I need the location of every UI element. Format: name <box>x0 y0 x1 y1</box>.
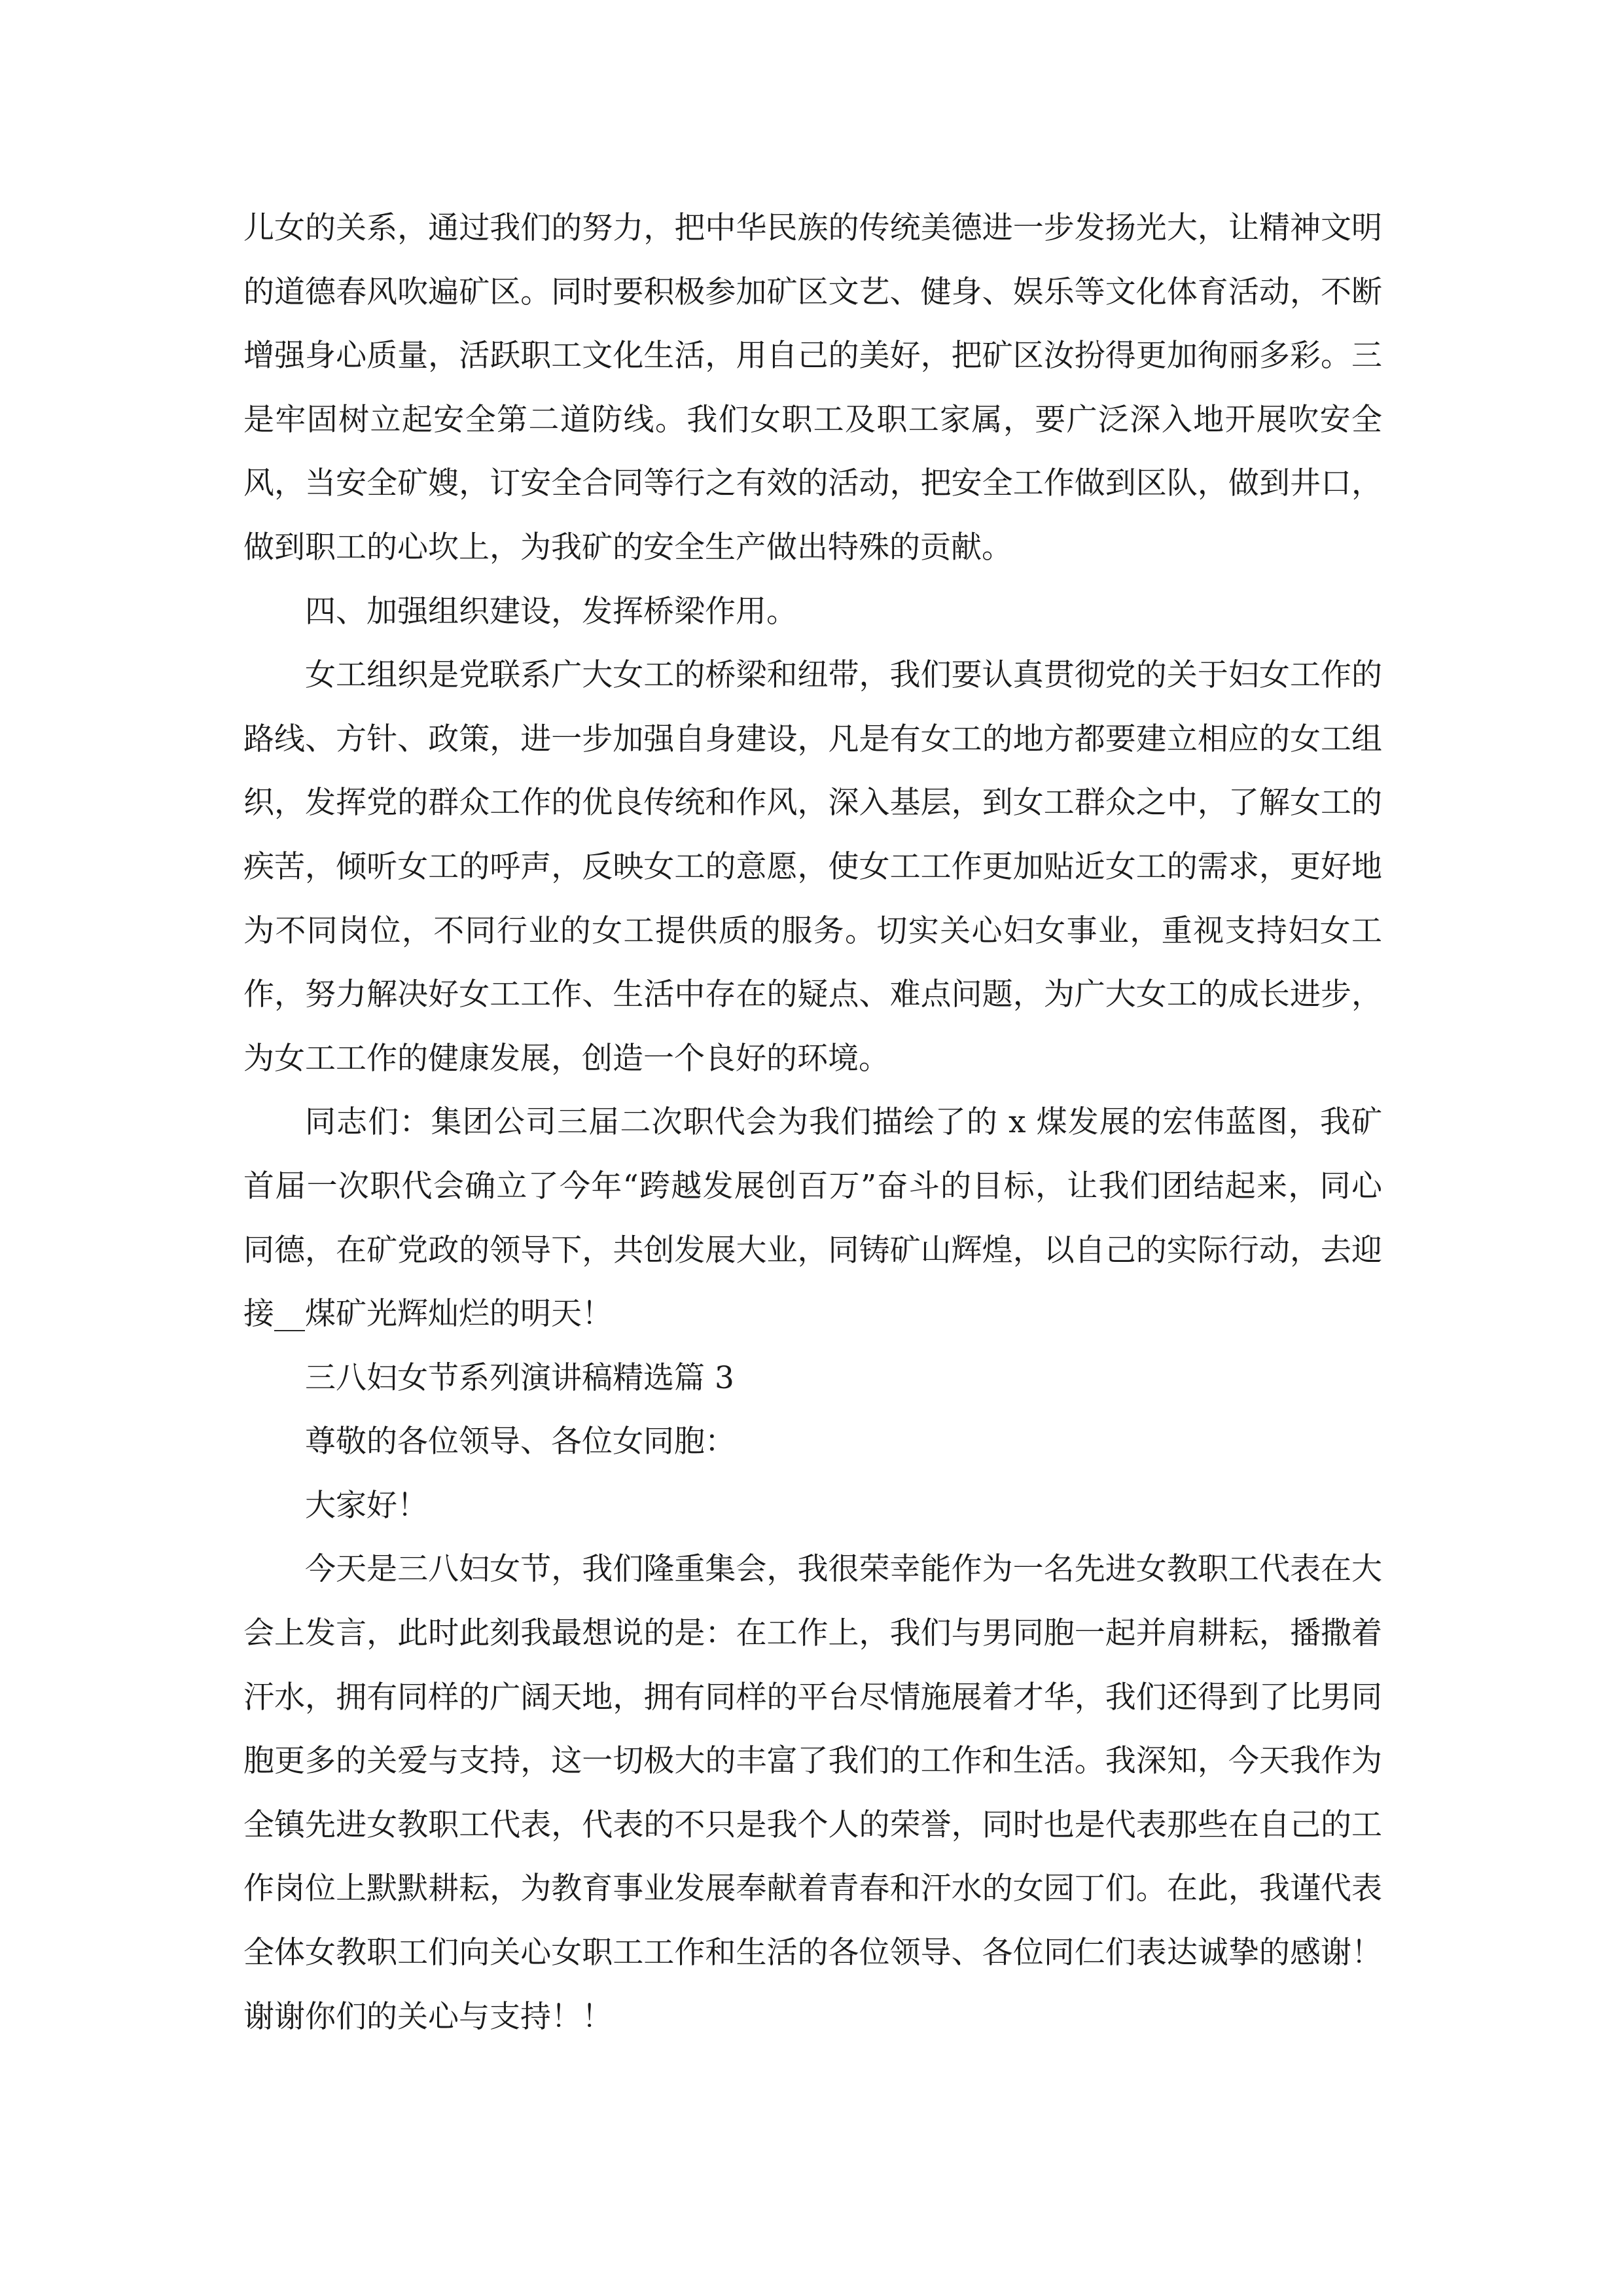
paragraph: 女工组织是党联系广大女工的桥梁和纽带，我们要认真贯彻党的关于妇女工作的路线、方针、政策，进一步加强自身建设，凡是有女工的地方都要建立相应的女工组织，发挥党的群众工作的优良传统和作风，深入基层，到女工群众之中，了解女工的疾苦，倾听女工的呼声，反映女工的意愿，使女工工作更加贴近女工的需求，更好地为不同岗位，不同行业的女工提供质的服务。切实关心妇女事业，重视支持妇女工作，努力解决好女工工作、生活中存在的疑点、难点问题，为广大女工的成长进步，为女工工作的健康发展，创造一个良好的环境。 <box>243 657 1382 1077</box>
section-heading: 四、加强组织建设，发挥桥梁作用。 <box>305 593 797 630</box>
salutation: 尊敬的各位领导、各位女同胞： <box>305 1424 736 1460</box>
paragraph-continuation: 儿女的关系，通过我们的努力，把中华民族的传统美德进一步发扬光大，让精神文明的道德春风吹遍矿区。同时要积极参加矿区文艺、健身、娱乐等文化体育活动，不断增强身心质量，活跃职工文化生活，用自己的美好，把矿区汝扮得更加徇丽多彩。三是牢固树立起安全第二道防线。我们女职工及职工家属，要广泛深入地开展吹安全风，当安全矿嫂，订安全合同等行之有效的活动，把安全工作做到区队，做到井口，做到职工的心坎上，为我矿的安全生产做出特殊的贡献。 <box>243 210 1382 565</box>
speech-title: 三八妇女节系列演讲稿精选篇 3 <box>305 1359 734 1396</box>
paragraph: 今天是三八妇女节，我们隆重集会，我很荣幸能作为一名先进女教职工代表在大会上发言，此时此刻我最想说的是：在工作上，我们与男同胞一起并肩耕耘，播撒着汗水，拥有同样的广阔天地，拥有同样的平台尽情施展着才华，我们还得到了比男同胞更多的关爱与支持，这一切极大的丰富了我们的工作和生活。我深知，今天我作为全镇先进女教职工代表，代表的不只是我个人的荣誉，同时也是代表那些在自己的工作岗位上默默耕耘，为教育事业发展奉献着青春和汗水的女园丁们。在此，我谨代表全体女教职工们向关心女职工工作和生活的各位领导、各位同仁们表达诚挚的感谢！谢谢你们的关心与支持！！ <box>243 1551 1382 2035</box>
document-body <box>243 196 1382 2049</box>
paragraph: 同志们：集团公司三届二次职代会为我们描绘了的 x 煤发展的宏伟蓝图，我矿首届一次职代会确立了今年“跨越发展创百万”奋斗的目标，让我们团结起来，同心同德，在矿党政的领导下，共创发展大业，同铸矿山辉煌，以自己的实际行动，去迎接__煤矿光辉灿烂的明天！ <box>243 1104 1382 1333</box>
greeting: 大家好！ <box>305 1487 428 1524</box>
